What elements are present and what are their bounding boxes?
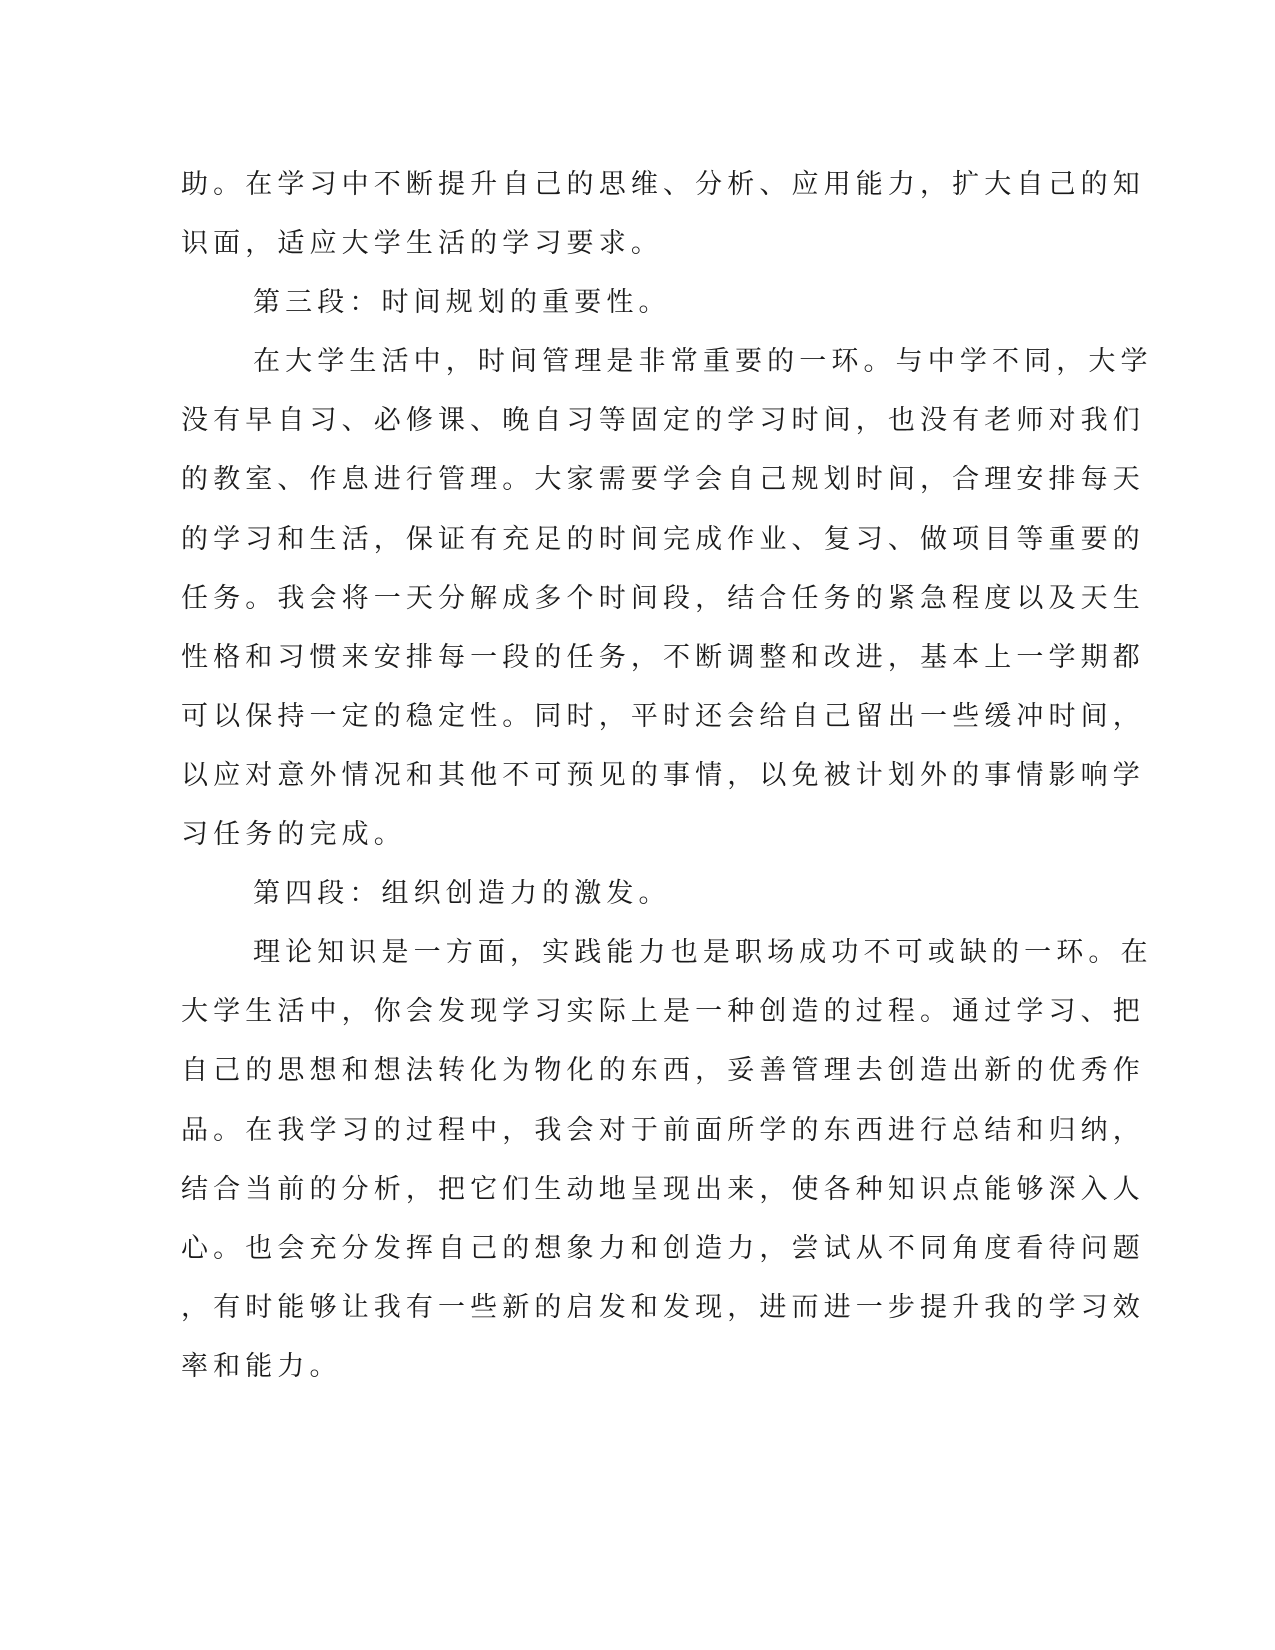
text-line: 大学生活中，你会发现学习实际上是一种创造的过程。通过学习、把 xyxy=(181,996,1145,1028)
text-line: 习任务的完成。 xyxy=(181,819,406,851)
text-line: 没有早自习、必修课、晚自习等固定的学习时间，也没有老师对我们 xyxy=(181,405,1145,437)
text-line: 识面，适应大学生活的学习要求。 xyxy=(181,228,663,260)
section-heading: 第四段：组织创造力的激发。 xyxy=(253,878,671,910)
text-line: 率和能力。 xyxy=(181,1350,342,1382)
text-line: ，有时能够让我有一些新的启发和发现，进而进一步提升我的学习效 xyxy=(181,1291,1145,1323)
text-line: 任务。我会将一天分解成多个时间段，结合任务的紧急程度以及天生 xyxy=(181,582,1145,614)
text-line: 的学习和生活，保证有充足的时间完成作业、复习、做项目等重要的 xyxy=(181,523,1145,555)
text-line: 自己的思想和想法转化为物化的东西，妥善管理去创造出新的优秀作 xyxy=(181,1055,1145,1087)
body-text xyxy=(181,155,1153,1396)
section-heading: 第三段：时间规划的重要性。 xyxy=(253,287,671,319)
text-line: 在大学生活中，时间管理是非常重要的一环。与中学不同，大学 xyxy=(253,346,1153,378)
text-line: 理论知识是一方面，实践能力也是职场成功不可或缺的一环。在 xyxy=(253,937,1153,969)
text-line: 心。也会充分发挥自己的想象力和创造力，尝试从不同角度看待问题 xyxy=(181,1232,1145,1264)
text-line: 以应对意外情况和其他不可预见的事情，以免被计划外的事情影响学 xyxy=(181,759,1145,791)
text-line: 结合当前的分析，把它们生动地呈现出来，使各种知识点能够深入人 xyxy=(181,1173,1145,1205)
text-line: 可以保持一定的稳定性。同时，平时还会给自己留出一些缓冲时间， xyxy=(181,700,1145,732)
text-line: 助。在学习中不断提升自己的思维、分析、应用能力，扩大自己的知 xyxy=(181,169,1145,200)
text-line: 性格和习惯来安排每一段的任务，不断调整和改进，基本上一学期都 xyxy=(181,641,1145,673)
text-line: 的教室、作息进行管理。大家需要学会自己规划时间，合理安排每天 xyxy=(181,464,1145,496)
text-line: 品。在我学习的过程中，我会对于前面所学的东西进行总结和归纳， xyxy=(181,1114,1145,1146)
